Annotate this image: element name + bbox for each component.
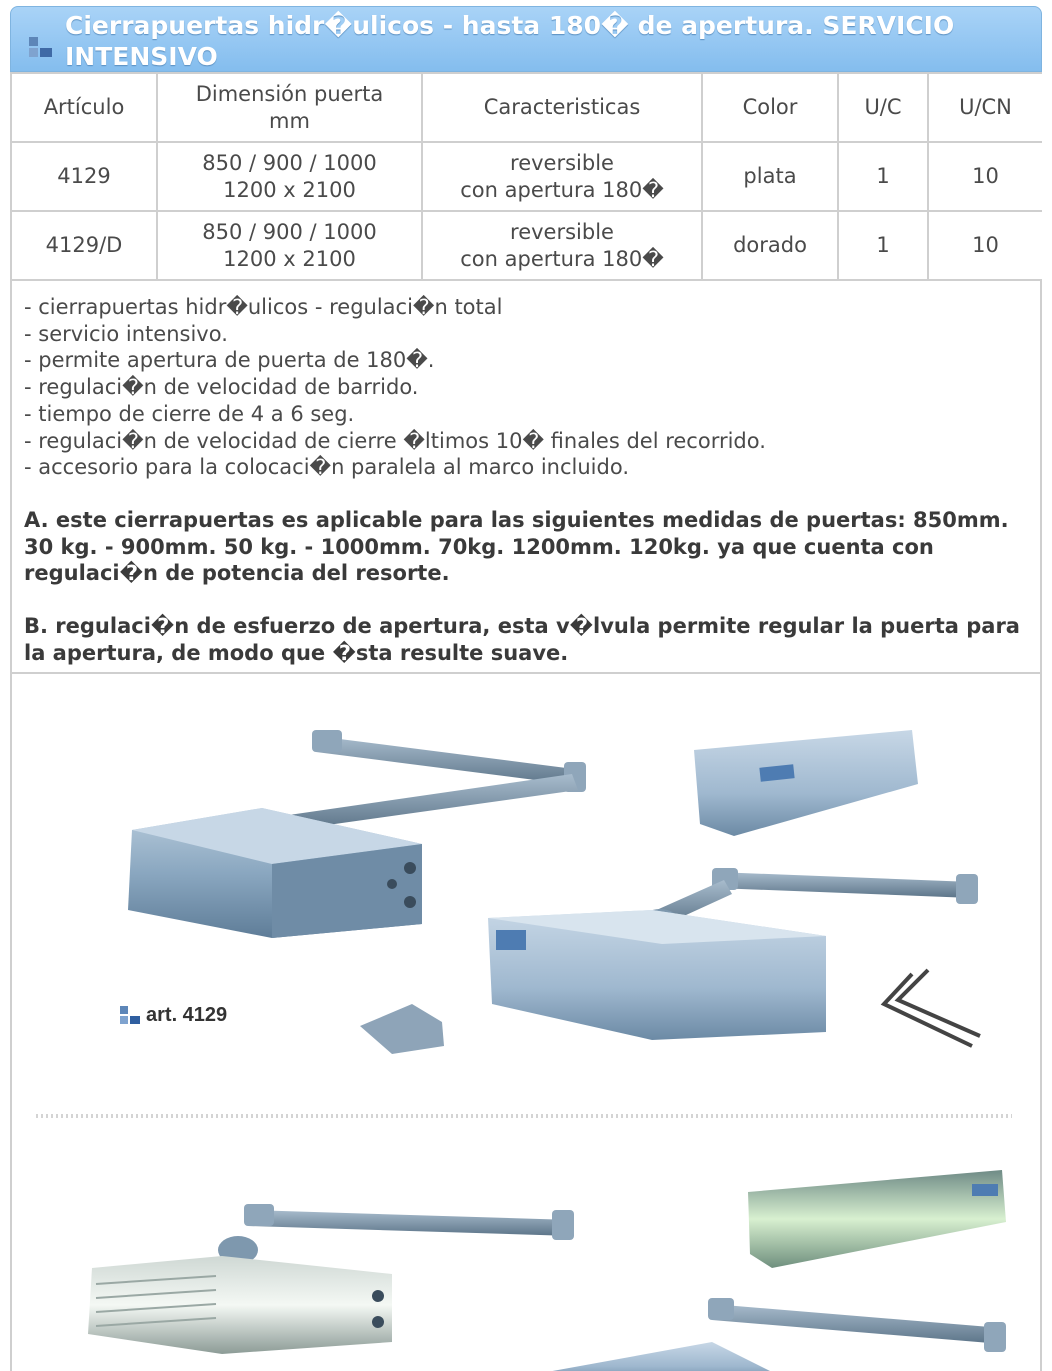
list-item: - accesorio para la colocaci�n paralela al marco incluido. xyxy=(24,455,629,480)
cell-color: dorado xyxy=(702,211,838,280)
squares-bullet-icon xyxy=(29,37,55,63)
cell-ucn: 10 xyxy=(928,142,1042,211)
dimension-line: 1200 x 2100 xyxy=(223,177,356,202)
mounting-bracket xyxy=(360,1004,444,1054)
description-panel xyxy=(10,280,1042,674)
caracteristica-line: reversible xyxy=(510,219,614,244)
closer-cover-top xyxy=(694,730,918,836)
cell-uc: 1 xyxy=(838,211,928,280)
table-row xyxy=(11,142,1042,211)
article-label-text: art. 4129 xyxy=(146,1004,228,1026)
dimension-line: 850 / 900 / 1000 xyxy=(202,219,377,244)
cell-articulo: 4129/D xyxy=(11,211,157,280)
note-b: B. regulaci�n de esfuerzo de apertura, esta v�lvula permite regular la puerta para la apertura, de modo que �sta resulte suave. xyxy=(24,614,1020,665)
closer-arm-bottom xyxy=(492,1298,1006,1371)
column-header-color: Color xyxy=(702,73,838,142)
closer-left xyxy=(128,730,586,938)
dimension-line: 850 / 900 / 1000 xyxy=(202,150,377,175)
closer-bottom-left xyxy=(88,1204,574,1354)
caracteristica-line: con apertura 180� xyxy=(460,246,664,271)
list-item: - regulaci�n de velocidad de barrido. xyxy=(24,375,419,400)
feature-list xyxy=(24,294,1028,481)
dimension-line: 1200 x 2100 xyxy=(223,246,356,271)
article-label xyxy=(120,1004,227,1027)
caracteristica-line: con apertura 180� xyxy=(460,177,664,202)
product-sheet xyxy=(10,6,1042,1371)
cell-uc: 1 xyxy=(838,142,928,211)
cell-color: plata xyxy=(702,142,838,211)
product-table xyxy=(10,72,1042,281)
list-item: - servicio intensivo. xyxy=(24,321,228,346)
column-header-ucn: U/CN xyxy=(928,73,1042,142)
page-title: Cierrapuertas hidr�ulicos - hasta 180� de apertura. SERVICIO INTENSIVO xyxy=(65,11,955,71)
hex-keys xyxy=(884,970,980,1046)
list-item: - cierrapuertas hidr�ulicos - regulaci�n total xyxy=(24,295,503,319)
list-item: - permite apertura de puerta de 180�. xyxy=(24,348,435,373)
column-header-dimension: Dimensión puerta mm xyxy=(157,73,422,142)
list-item: - tiempo de cierre de 4 a 6 seg. xyxy=(24,401,355,426)
column-header-uc: U/C xyxy=(838,73,928,142)
note-a: A. este cierrapuertas es aplicable para las siguientes medidas de puertas: 850mm. 30 kg. - 900mm. 50 kg. - 1000mm. 70kg. 1200mm. 120kg. ya que cuenta con regulaci�n de potencia del resorte. xyxy=(24,507,1009,586)
list-item: - regulaci�n de velocidad de cierre �ltimos 10� finales del recorrido. xyxy=(24,428,766,453)
cell-ucn: 10 xyxy=(928,211,1042,280)
table-row xyxy=(11,211,1042,280)
closer-cover-bottom xyxy=(748,1170,1006,1268)
caracteristica-line: reversible xyxy=(510,150,614,175)
product-photo xyxy=(10,672,1042,1371)
cell-dimension xyxy=(157,211,422,280)
column-header-articulo: Artículo xyxy=(11,73,157,142)
squares-bullet-icon xyxy=(120,1006,142,1026)
cell-caracteristicas xyxy=(422,211,702,280)
cell-dimension xyxy=(157,142,422,211)
title-bar xyxy=(10,6,1042,72)
cell-caracteristicas xyxy=(422,142,702,211)
table-header-row xyxy=(11,73,1042,142)
cell-articulo: 4129 xyxy=(11,142,157,211)
column-header-caracteristicas: Caracteristicas xyxy=(422,73,702,142)
